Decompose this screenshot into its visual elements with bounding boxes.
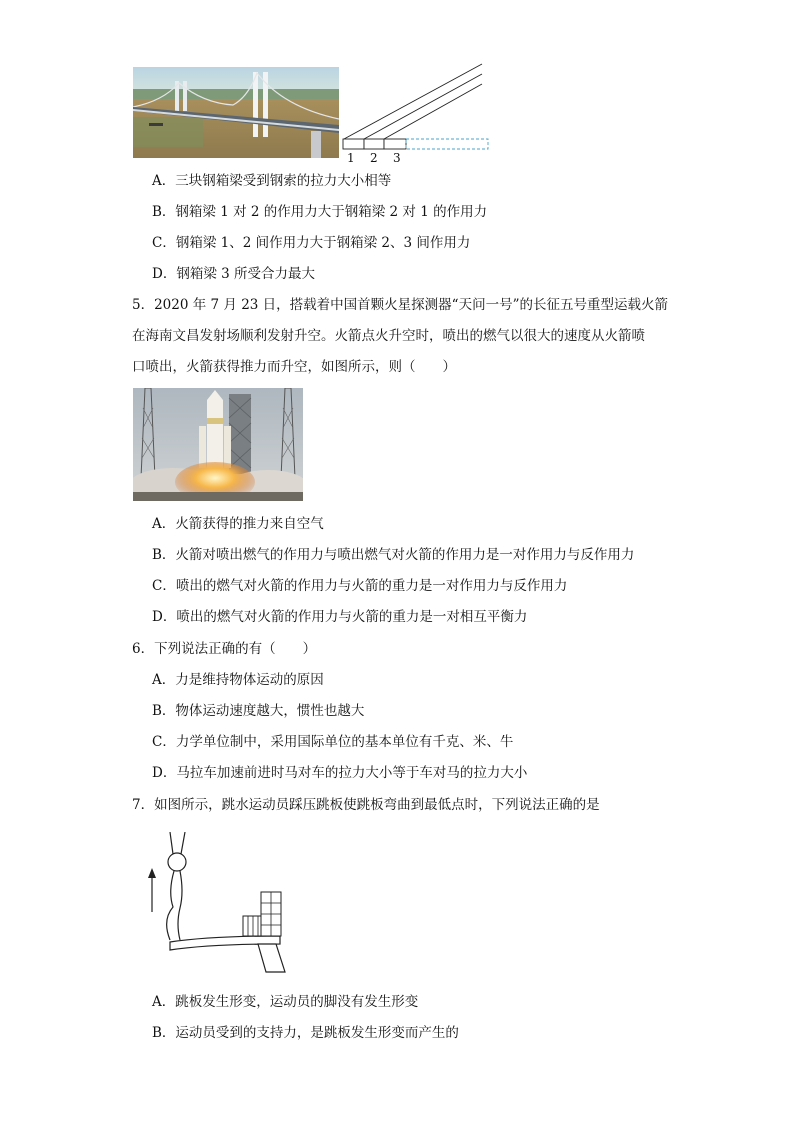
q7-option-a: A．跳板发生形变，运动员的脚没有发生形变 [152,994,419,1010]
q6-option-d: D．马拉车加速前进时马对车的拉力大小等于车对马的拉力大小 [152,765,528,781]
q5-stem-line-3: 口喷出，火箭获得推力而升空，如图所示，则（ ） [132,359,456,375]
q4-option-a: A．三块钢箱梁受到钢索的拉力大小相等 [152,173,392,189]
q4-option-b: B．钢箱梁 1 对 2 的作用力大于钢箱梁 2 对 1 的作用力 [152,204,488,220]
beam-label-1: 1 [347,151,355,165]
q5-option-a: A．火箭获得的推力来自空气 [152,516,324,532]
beam-label-3: 3 [393,151,401,165]
q4-option-c: C．钢箱梁 1、2 间作用力大于钢箱梁 2、3 间作用力 [152,235,471,251]
bridge-beam-diagram [340,60,500,165]
q6-stem: 6．下列说法正确的有（ ） [132,641,317,657]
q6-option-a: A．力是维持物体运动的原因 [152,672,324,688]
q5-option-d: D．喷出的燃气对火箭的作用力与火箭的重力是一对相互平衡力 [152,609,528,625]
q5-option-c: C．喷出的燃气对火箭的作用力与火箭的重力是一对作用力与反作用力 [152,578,568,594]
beam-label-2: 2 [370,151,378,165]
bridge-photo [133,67,339,158]
diving-board-diagram [140,832,300,982]
q4-option-d: D．钢箱梁 3 所受合力最大 [152,266,315,282]
q6-option-c: C．力学单位制中，采用国际单位的基本单位有千克、米、牛 [152,734,514,750]
q7-stem: 7．如图所示，跳水运动员踩压跳板使跳板弯曲到最低点时，下列说法正确的是 [132,797,600,813]
rocket-launch-photo [133,388,303,501]
q7-option-b: B．运动员受到的支持力，是跳板发生形变而产生的 [152,1025,459,1041]
q5-stem-line-1: 5．2020 年 7 月 23 日，搭载着中国首颗火星探测器“天问一号”的长征五号重型运载火箭 [132,297,668,313]
q6-option-b: B．物体运动速度越大，惯性也越大 [152,703,365,719]
q5-option-b: B．火箭对喷出燃气的作用力与喷出燃气对火箭的作用力是一对作用力与反作用力 [152,547,635,563]
q5-stem-line-2: 在海南文昌发射场顺利发射升空。火箭点火升空时，喷出的燃气以很大的速度从火箭喷 [132,328,645,344]
